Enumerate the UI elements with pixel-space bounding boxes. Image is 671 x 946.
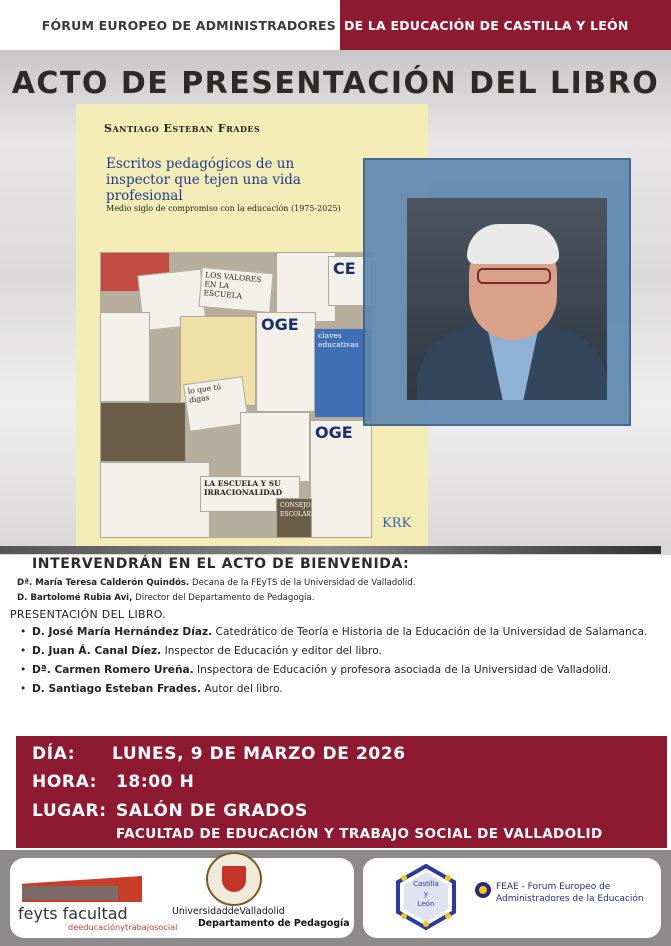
list-item [20, 681, 666, 697]
uva-department: Departamento de Pedagogía [198, 918, 350, 929]
presenter-name: D. Santiago Esteban Frades. [32, 683, 202, 695]
feae-name-line2: Administradores de la Educación [496, 894, 644, 904]
page-title: ACTO DE PRESENTACIÓN DEL LIBRO [11, 66, 660, 101]
list-item [20, 643, 666, 659]
list-item [20, 624, 666, 640]
book-collage [100, 252, 372, 538]
author-photo [407, 198, 607, 400]
header-banner [0, 0, 671, 50]
place-value: SALÓN DE GRADOS [116, 801, 308, 821]
presenter-name: Dª. Carmen Romero Ureña. [32, 664, 194, 676]
day-value: LUNES, 9 DE MARZO DE 2026 [112, 744, 406, 764]
collage-text: CONSEJO ESCOLAR [280, 502, 311, 518]
intervention-role: Decana de la FEyTS de la Universidad de Valladolid. [189, 578, 416, 588]
feae-logo-text: y [423, 890, 429, 898]
interventions-title: INTERVENDRÁN EN EL ACTO DE BIENVENIDA: [32, 556, 410, 572]
section-divider [0, 546, 661, 554]
collage-text: CE [333, 259, 356, 278]
place-label: LUGAR: [32, 801, 107, 821]
presenter-role: Inspector de Educación y editor del libro. [161, 645, 382, 657]
time-label: HORA: [32, 772, 98, 792]
collage-clipping [100, 462, 210, 538]
intervention-role: Director del Departamento de Pedagogía. [132, 593, 315, 603]
collage-text: LOS VALORES EN LA ESCUELA [203, 270, 262, 301]
feae-castilla-leon-logo-icon [396, 864, 456, 930]
uva-name: UniversidaddeValladolid [172, 906, 285, 917]
feae-star-icon [474, 881, 492, 899]
collage-text: LA ESCUELA Y SU IRRACIONALIDAD [204, 479, 283, 497]
book-author: Santiago Esteban Frades [104, 122, 261, 135]
collage-text: claves educativas [318, 331, 359, 349]
feyts-logo-subtext: deeducaciónytrabajosocial [68, 922, 178, 932]
day-label: DÍA: [32, 744, 76, 764]
collage-clipping [310, 420, 372, 538]
uva-seal-icon [206, 852, 262, 906]
collage-text: OGE [315, 423, 353, 442]
feyts-logo-icon [22, 886, 118, 900]
presentation-title: PRESENTACIÓN DEL LIBRO. [10, 608, 167, 621]
collage-clipping [198, 267, 273, 313]
intervention-name: Dª. María Teresa Calderón Quindós. [17, 578, 190, 588]
presenter-role: Autor del libro. [201, 683, 283, 695]
list-item [20, 662, 666, 678]
collage-clipping [256, 312, 316, 412]
presenter-role: Catedrático de Teoría e Historia de la Educación de la Universidad de Salamanca. [212, 626, 648, 638]
book-title: Escritos pedagógicos de un inspector que tejen una vida profesional [106, 156, 301, 204]
place-detail: FACULTAD DE EDUCACIÓN Y TRABAJO SOCIAL DE VALLADOLID [116, 826, 603, 842]
intervention-line-2 [17, 593, 314, 603]
header-left-text: FÓRUM EUROPEO DE ADMINISTRADORES [41, 17, 336, 33]
presenter-role: Inspectora de Educación y profesora asociada de la Universidad de Valladolid. [193, 664, 612, 676]
presenter-name: D. José María Hernández Díaz. [32, 626, 213, 638]
feae-logo-text: Castilla [413, 880, 439, 888]
presenter-list [20, 624, 666, 700]
feyts-logo-text: feyts facultad [18, 904, 128, 923]
collage-clipping [240, 412, 310, 482]
intervention-name: D. Bartolomé Rubia Avi, [17, 593, 133, 603]
feae-logo-text: León [417, 900, 435, 908]
collage-text: OGE [261, 315, 299, 334]
collage-text: lo que tú digas [187, 382, 222, 405]
header-right-text: DE LA EDUCACIÓN DE CASTILLA Y LEÓN [340, 0, 671, 50]
publisher-logo: KRK [382, 516, 412, 531]
time-value: 18:00 H [116, 772, 195, 792]
collage-clipping [100, 312, 150, 402]
collage-clipping [100, 402, 186, 462]
feae-name-line1: FEAE - Forum Europeo de [496, 882, 611, 892]
presenter-name: D. Juan Á. Canal Díez. [32, 645, 162, 657]
collage-clipping [276, 498, 312, 538]
intervention-line-1 [17, 578, 415, 588]
book-subtitle: Medio siglo de compromiso con la educación (1975-2025) [106, 204, 341, 213]
